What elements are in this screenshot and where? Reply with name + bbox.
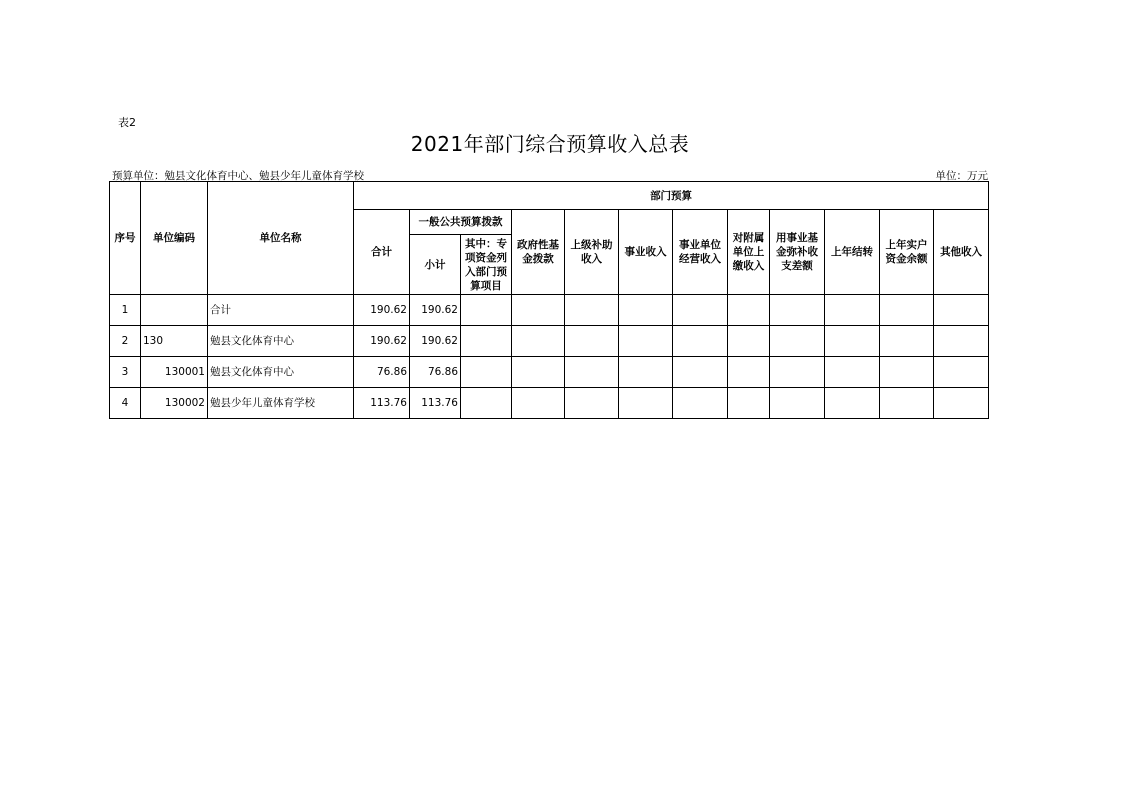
budget-unit-label: 预算单位：勉县文化体育中心、勉县少年儿童体育学校 [112,170,364,182]
cell-empty [619,326,673,357]
cell-empty [825,357,880,388]
cell-empty [619,295,673,326]
col-code: 单位编码 [141,182,208,295]
cell-empty [673,357,728,388]
cell-empty [770,326,825,357]
cell-empty [825,388,880,419]
cell-empty [934,388,989,419]
col-prior-balance: 上年实户资金余额 [880,210,934,295]
cell-name: 合计 [208,295,354,326]
table-row [110,388,989,419]
cell-empty [565,326,619,357]
cell-empty [934,357,989,388]
table-body [110,295,989,419]
cell-subtotal: 76.86 [410,357,461,388]
cell-empty [461,326,512,357]
cell-empty [880,295,934,326]
cell-seq: 3 [110,357,141,388]
cell-subtotal: 113.76 [410,388,461,419]
cell-empty [770,295,825,326]
cell-total: 190.62 [354,295,410,326]
cell-empty [728,388,770,419]
cell-name: 勉县文化体育中心 [208,326,354,357]
col-special-funds: 其中：专项资金列入部门预算项目 [461,235,512,295]
cell-total: 190.62 [354,326,410,357]
cell-total: 76.86 [354,357,410,388]
cell-empty [880,357,934,388]
cell-empty [461,388,512,419]
cell-empty [770,388,825,419]
cell-code [141,295,208,326]
cell-empty [619,357,673,388]
cell-empty [673,388,728,419]
cell-subtotal: 190.62 [410,326,461,357]
cell-empty [512,295,565,326]
cell-empty [565,357,619,388]
col-superior-subsidy: 上级补助收入 [565,210,619,295]
cell-code: 130001 [141,357,208,388]
col-business-income: 事业收入 [619,210,673,295]
cell-subtotal: 190.62 [410,295,461,326]
cell-seq: 4 [110,388,141,419]
cell-empty [461,357,512,388]
cell-empty [934,326,989,357]
cell-total: 113.76 [354,388,410,419]
col-operating-income: 事业单位经营收入 [673,210,728,295]
page-title: 2021年部门综合预算收入总表 [410,132,690,156]
cell-empty [825,326,880,357]
col-name: 单位名称 [208,182,354,295]
cell-empty [512,326,565,357]
cell-code: 130002 [141,388,208,419]
col-subtotal: 小计 [410,235,461,295]
cell-empty [673,295,728,326]
table-number: 表2 [118,116,136,129]
col-affiliated-income: 对附属单位上缴收入 [728,210,770,295]
cell-empty [619,388,673,419]
cell-name: 勉县文化体育中心 [208,357,354,388]
col-gov-fund: 政府性基金拨款 [512,210,565,295]
cell-code: 130 [141,326,208,357]
cell-empty [880,388,934,419]
cell-empty [728,357,770,388]
col-total: 合计 [354,210,410,295]
table-row [110,357,989,388]
cell-empty [565,295,619,326]
cell-empty [461,295,512,326]
cell-seq: 1 [110,295,141,326]
col-seq: 序号 [110,182,141,295]
cell-empty [825,295,880,326]
cell-empty [934,295,989,326]
cell-empty [880,326,934,357]
col-dept-budget: 部门预算 [354,182,989,210]
cell-name: 勉县少年儿童体育学校 [208,388,354,419]
cell-empty [728,295,770,326]
cell-empty [565,388,619,419]
cell-empty [512,388,565,419]
cell-empty [673,326,728,357]
budget-table [109,181,989,419]
col-general-public: 一般公共预算拨款 [410,210,512,235]
table-row [110,326,989,357]
table-row [110,295,989,326]
col-carryover: 上年结转 [825,210,880,295]
cell-empty [728,326,770,357]
cell-empty [512,357,565,388]
cell-empty [770,357,825,388]
unit-line [112,168,988,182]
currency-unit-label: 单位：万元 [935,170,988,182]
cell-seq: 2 [110,326,141,357]
col-other-income: 其他收入 [934,210,989,295]
col-fund-offset: 用事业基金弥补收支差额 [770,210,825,295]
